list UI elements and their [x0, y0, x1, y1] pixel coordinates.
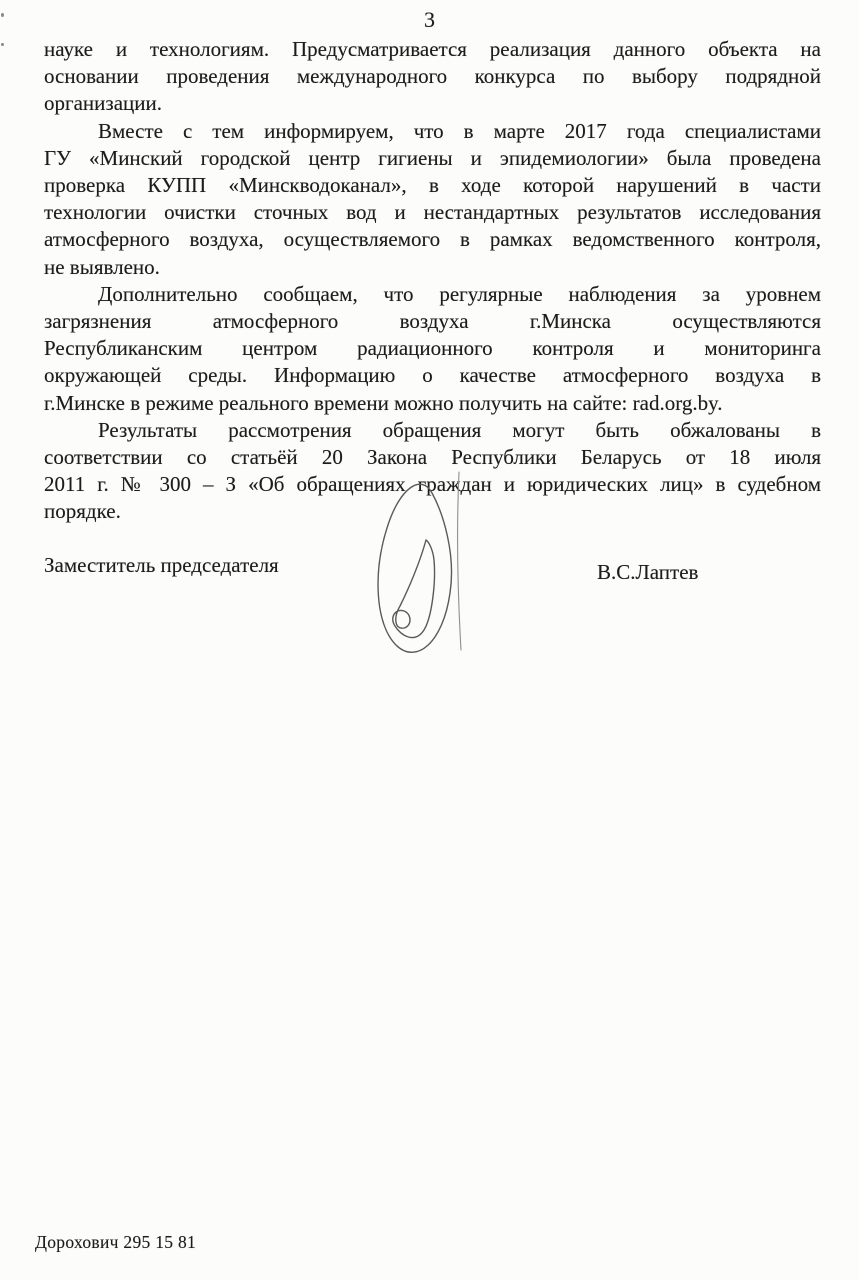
- text-line: 2011 г. № 300 – З «Об обращениях граждан и юридических лиц» в судебном: [44, 472, 821, 497]
- footer-contact: Дорохович 295 15 81: [35, 1232, 197, 1252]
- text-line: науке и технологиям. Предусматривается реализация данного объекта на: [44, 37, 821, 61]
- paragraph: [44, 118, 821, 281]
- text-line: проверка КУПП «Минскводоканал», в ходе которой нарушений в части: [44, 173, 821, 198]
- text-line: окружающей среды. Информацию о качестве атмосферного воздуха в: [44, 363, 821, 388]
- text-line: не выявлено.: [44, 254, 160, 279]
- paragraph: [44, 281, 821, 417]
- text-line: Дополнительно сообщаем, что регулярные наблюдения за уровнем: [98, 281, 821, 306]
- text-line: организации.: [44, 91, 162, 116]
- scan-artifact: [1, 43, 4, 46]
- scan-artifact: [1, 13, 4, 17]
- text-line: соответствии со статьёй 20 Закона Республики Беларусь от 18 июля: [44, 445, 821, 470]
- text-line: Вместе с тем информируем, что в марте 2017 года специалистами: [98, 118, 821, 143]
- text-line: ГУ «Минский городской центр гигиены и эпидемиологии» была проведена: [44, 145, 821, 170]
- paragraph: [44, 36, 821, 118]
- signoff-title: Заместитель председателя: [44, 553, 279, 577]
- page-number: 3: [424, 7, 435, 32]
- handwritten-signature-icon: [368, 462, 473, 662]
- text-line: Республиканским центром радиационного контроля и мониторинга: [44, 336, 821, 361]
- text-line: порядке.: [44, 499, 121, 524]
- letter-body: [44, 36, 821, 526]
- text-line: загрязнения атмосферного воздуха г.Минска осуществляются: [44, 309, 821, 334]
- text-line: атмосферного воздуха, осуществляемого в рамках ведомственного контроля,: [44, 227, 821, 252]
- signoff-name: В.С.Лаптев: [597, 560, 699, 584]
- text-line: основании проведения международного конкурса по выбору подрядной: [44, 64, 821, 89]
- text-line: г.Минске в режиме реального времени можно получить на сайте: rad.org.by.: [44, 390, 723, 415]
- text-line: технологии очистки сточных вод и нестандартных результатов исследования: [44, 200, 821, 225]
- text-line: Результаты рассмотрения обращения могут быть обжалованы в: [98, 417, 821, 442]
